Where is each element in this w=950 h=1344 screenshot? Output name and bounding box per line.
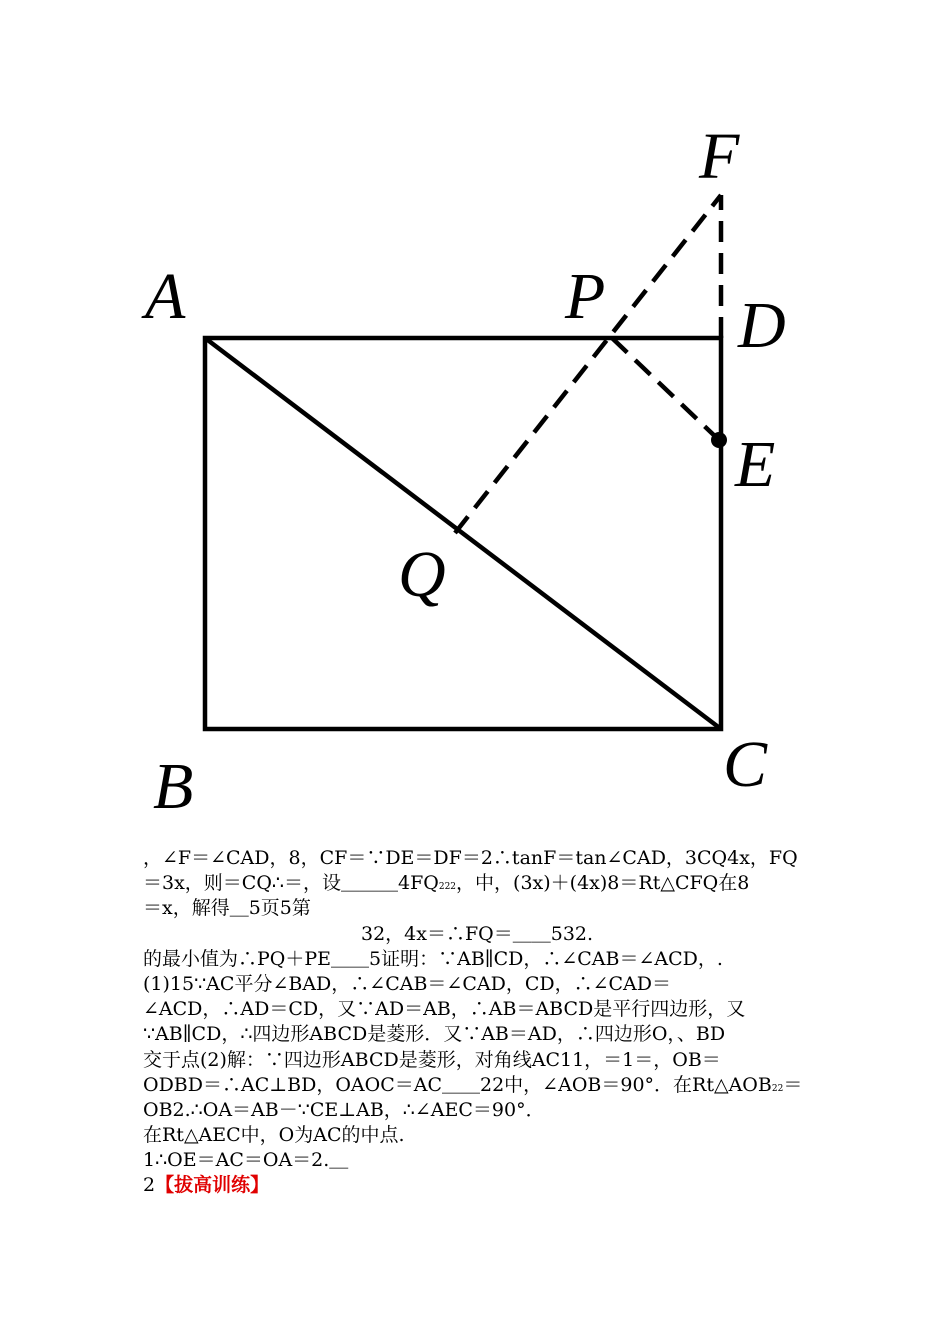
text-line-10-part-b: ＝ (783, 1073, 803, 1096)
text-line-10 (143, 1073, 843, 1098)
label-b: B (153, 750, 194, 823)
text-line-9: 交于点(2)解：∵四边形ABCD是菱形，对角线AC11，＝1＝，OB＝ (143, 1048, 721, 1071)
label-p: P (565, 260, 606, 333)
text-line-4: 32，4x＝∴FQ＝＿＿532. (361, 922, 594, 945)
dashed-line-pe (612, 338, 719, 440)
text-line-2-part-b: ，中，(3x)＋(4x)8＝Rt△CFQ在8 (456, 872, 750, 895)
text-line-8: ∵AB∥CD，∴四边形ABCD是菱形．又∵AB＝AD，∴四边形O，、BD (143, 1023, 726, 1046)
label-q: Q (398, 538, 446, 611)
text-line-10-subscript: 22 (771, 1083, 784, 1094)
section-number: 2 (143, 1174, 156, 1197)
text-line-10-part-a: ODBD＝∴AC⊥BD，OAOC＝AC＿＿22中，∠AOB＝90°．在Rt△AOB (143, 1073, 772, 1096)
text-line-2-part-a: ＝3x，则＝CQ∴＝，设＿＿＿4FQ (143, 872, 439, 895)
text-line-13: 1∴OE＝AC＝OA＝2.＿ (143, 1149, 349, 1172)
text-line-2 (143, 871, 843, 896)
text-line-11: OB2.∴OA＝AB－∵CE⊥AB，∴∠AEC＝90°． (143, 1098, 545, 1121)
section-heading-advanced-training: 【拔高训练】 (155, 1174, 270, 1197)
label-f: F (699, 120, 740, 193)
text-line-3: ＝x，解得＿5页5第 (143, 897, 311, 920)
text-line-7: ∠ACD，∴AD＝CD，又∵AD＝AB，∴AB＝ABCD是平行四边形，又 (143, 998, 746, 1021)
text-line-12: 在Rt△AEC中，O为AC的中点. (143, 1124, 405, 1147)
diagonal-ac (205, 338, 721, 729)
text-line-5: 的最小值为∴PQ＋PE＿＿5证明：∵AB∥CD，∴∠CAB＝∠ACD，. (143, 947, 723, 970)
label-d: D (738, 289, 786, 362)
label-c: C (723, 728, 768, 801)
solution-text (143, 846, 843, 1199)
point-e-dot (711, 432, 727, 448)
text-line-6: (1)15∵AC平分∠BAD，∴∠CAB＝∠CAD，CD，∴∠CAD＝ (143, 972, 672, 995)
label-a: A (145, 260, 186, 333)
text-line-2-subscript: 222 (438, 882, 457, 893)
label-e: E (735, 428, 776, 501)
text-line-1: ，∠F＝∠CAD，8，CF＝∵DE＝DF＝2∴tanF＝tan∠CAD，3CQ4x，FQ (143, 847, 798, 869)
dashed-line-qf (455, 195, 721, 533)
text-line-14 (143, 1173, 843, 1198)
